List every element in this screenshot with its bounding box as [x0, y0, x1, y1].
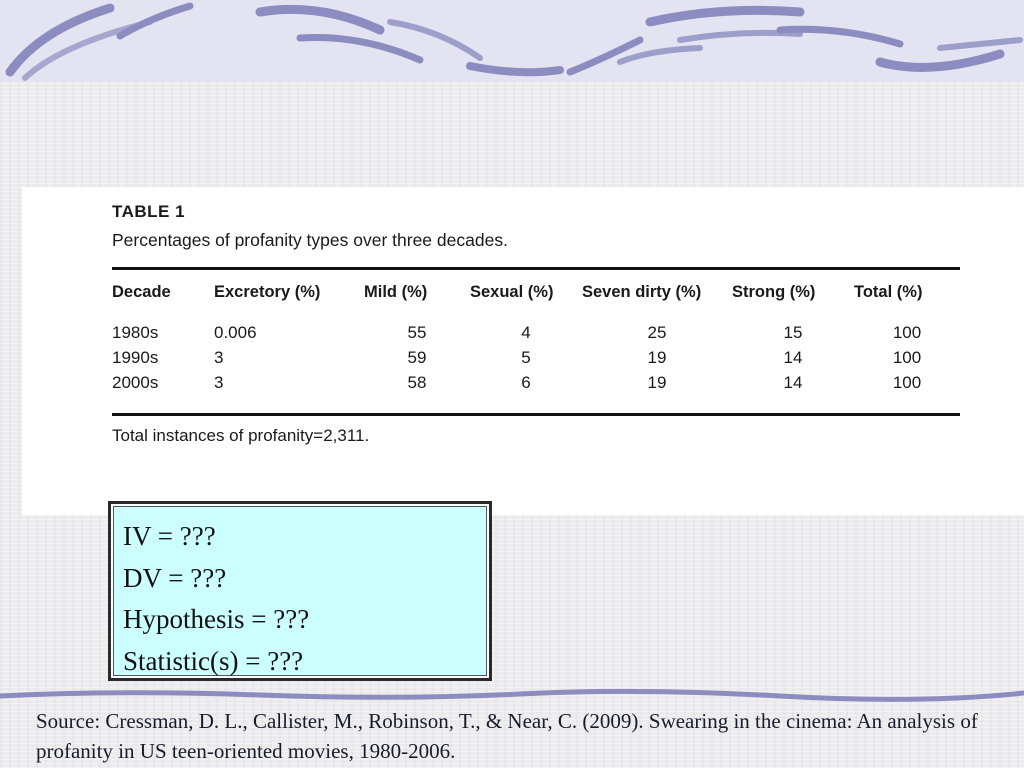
table-cell: 6: [521, 372, 531, 392]
table-bottom-rule: [112, 413, 960, 416]
column-header: Total (%): [854, 283, 923, 301]
table-cell: 100: [892, 322, 922, 342]
table-cell: 25: [647, 322, 667, 342]
table-cell: 1980s: [112, 322, 159, 342]
table-cell: 100: [892, 347, 922, 367]
table-top-rule: [112, 267, 960, 270]
decorative-wave-divider: [0, 688, 1024, 702]
source-citation: Source: Cressman, D. L., Callister, M., Robinson, T., & Near, C. (2009). Swearing in the cinema: An analysis of profanity in US teen-oriented movies, 1980-2006.: [36, 709, 978, 763]
table-cell: 55: [407, 322, 427, 342]
question-box: [108, 501, 492, 681]
table-cell: 3: [214, 347, 224, 367]
table-cell: 2000s: [112, 372, 159, 392]
table-cell: 100: [892, 372, 922, 392]
decorative-banner: [0, 0, 1024, 82]
table-row: [112, 320, 960, 345]
table-footnote: Total instances of profanity=2,311.: [112, 426, 370, 445]
question-iv: IV = ???: [123, 521, 216, 551]
table-cell: 58: [407, 372, 427, 392]
table-cell: 4: [521, 322, 531, 342]
column-header: Decade: [112, 283, 171, 301]
table-cell: 3: [214, 372, 224, 392]
column-header: Strong (%): [732, 283, 816, 301]
column-header: Seven dirty (%): [582, 283, 702, 301]
table-cell: 14: [783, 372, 803, 392]
column-header: Sexual (%): [470, 283, 554, 301]
table-caption: Percentages of profanity types over three decades.: [112, 230, 508, 250]
table-cell: 0.006: [214, 322, 257, 342]
table-cell: 15: [783, 322, 803, 342]
table-cell: 1990s: [112, 347, 159, 367]
table-cell: 14: [783, 347, 803, 367]
swoosh-decoration: [0, 0, 1024, 82]
question-hypothesis: Hypothesis = ???: [123, 604, 310, 634]
table-label: TABLE 1: [112, 202, 186, 221]
table-cell: 19: [647, 372, 667, 392]
table-row: [112, 345, 960, 370]
column-header: Excretory (%): [214, 283, 321, 301]
question-statistics: Statistic(s) = ???: [123, 645, 304, 676]
table-header-row: [112, 283, 960, 320]
table-cell: 5: [521, 347, 531, 367]
table-cell: 19: [647, 347, 667, 367]
table-cell: 59: [407, 347, 427, 367]
table-row: [112, 370, 960, 395]
column-header: Mild (%): [364, 283, 428, 301]
question-dv: DV = ???: [123, 562, 227, 593]
question-list: [111, 504, 489, 682]
profanity-table: [112, 283, 960, 395]
table-image-panel: [22, 187, 1024, 515]
